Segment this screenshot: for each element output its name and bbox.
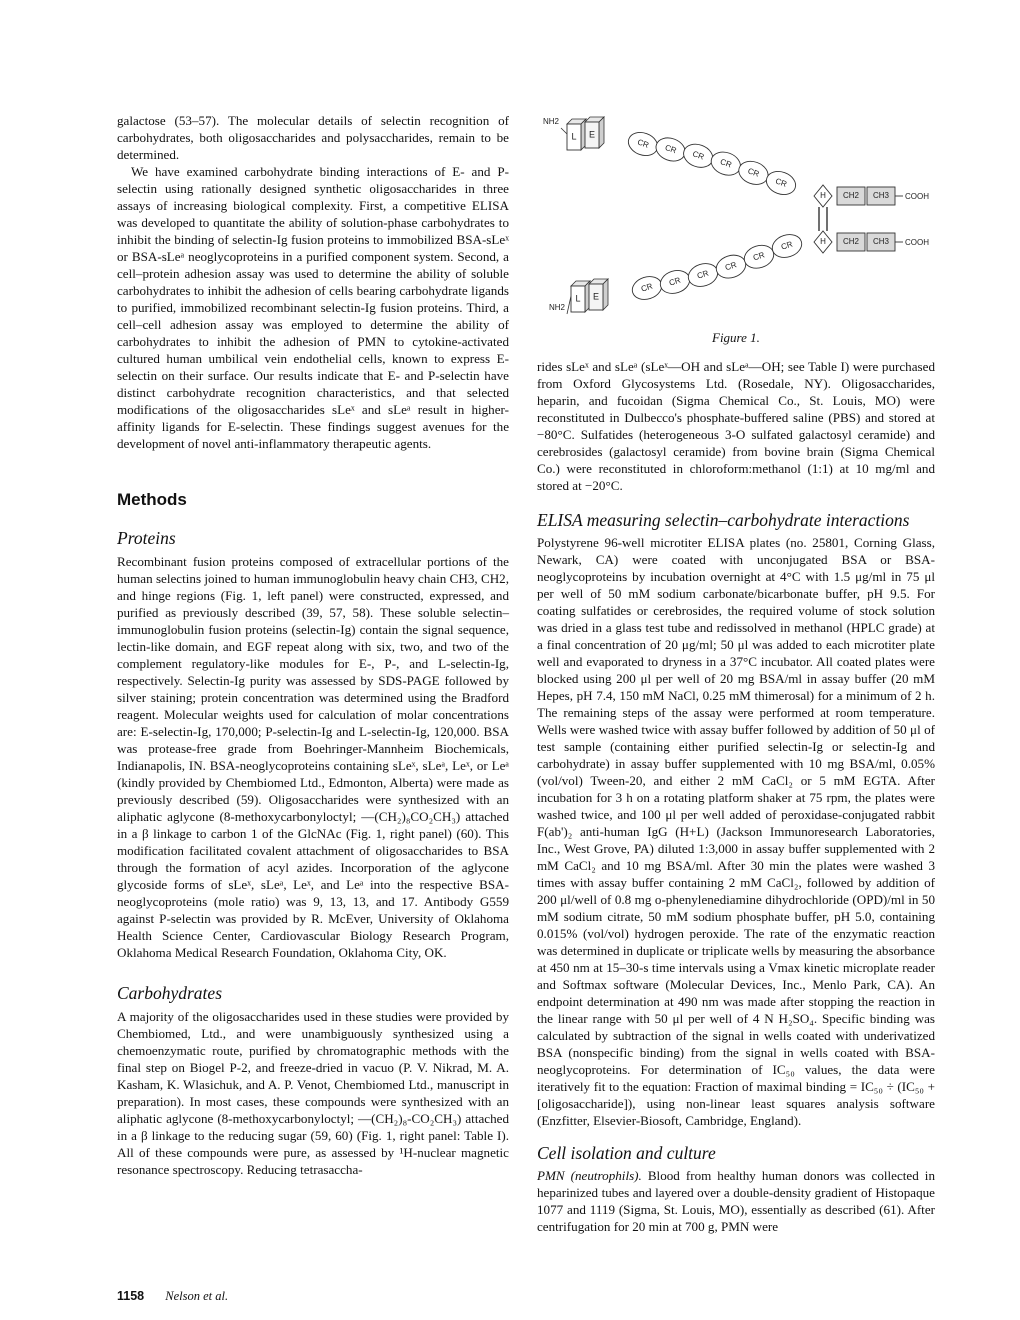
- carbohydrates-heading: Carbohydrates: [117, 983, 222, 1003]
- top-chain-nh2-label: NH2: [542, 117, 560, 127]
- top-chain-cr-label: CR: [746, 166, 761, 179]
- cell-isolation-heading: Cell isolation and culture: [537, 1143, 716, 1163]
- cell-isolation-paragraph: [537, 1167, 935, 1235]
- bottom-chain-hinge-label: H: [820, 237, 826, 247]
- top-chain-ch2-label: CH2: [842, 191, 860, 201]
- bottom-chain-egf-domain-label: E: [592, 291, 600, 302]
- top-chain-cr-label: CR: [636, 137, 651, 150]
- top-chain-egf-domain-side: [599, 117, 604, 148]
- top-chain-cr-label: CR: [691, 149, 706, 162]
- bottom-chain-cr-label: CR: [639, 281, 654, 294]
- bottom-chain-nh2-label: NH2: [548, 303, 566, 313]
- bottom-chain-cr-label: CR: [695, 268, 710, 281]
- top-chain-cr-label: CR: [718, 157, 733, 170]
- running-authors: Nelson et al.: [165, 1289, 229, 1303]
- elisa-paragraph: Polystyrene 96-well microtiter ELISA plates (no. 25801, Corning Glass, Newark, CA) were coated with unconjugated BSA or BSA-neoglycoproteins by incubation overnight at 4°C with 1.5 μg/ml in 75 μl per well of 50 mM sodium carbonate/bicarbonate buffer, pH 9.5. For coating sulfatides or cerebrosides, the required volume of stock solution was dried in a glass test tube and redissolved in methanol (HPLC grade) at a final concentration of 20 μg/ml; 50 μl was added to each microtiter plate well and evaporated to dryness in a 37°C incubator. All coated plates were blocked using 200 μl per well of 20 mg BSA/ml in assay buffer (20 mM Hepes, pH 7.4, 150 mM NaCl, 0.25 mM thimerosal) for a minimum of 2 h. The remaining steps of the assay were performed at room temperature. Wells were washed twice with assay buffer followed by addition of 50 μl of test sample (containing either purified selectin-Ig or selectin-Ig and carbohydrate) in assay buffer supplemented with 10 mg BSA/ml, 0.05% (vol/vol) Tween-20, and either 2 mM CaCl₂ or 5 mM EGTA. After incubation for 3 h on a rotating platform shaker at 75 rpm, the plates were washed twice, and 100 μl per well added of peroxidase-conjugated rabbit F(ab')₂ anti-human IgG (H+L) (Jackson Immunoresearch Laboratories, Inc., West Grove, PA) diluted 1:3,000 in assay buffer supplemented with 2 mM CaCl₂ and 10 mg BSA/ml. After 30 min the plates were washed 3 times with assay buffer containing 2 mM CaCl₂, followed by addition of 200 μl/well of 0.8 mg o-phenylenediamine dihydrochloride (OPD)/ml in 50 mM sodium citrate, 50 mM sodium phosphate buffer, pH 5.0, containing 0.015% (vol/vol) hydrogen peroxide. The rate of the enzymatic reaction was determined in duplicate or triplicate wells by measuring the absorbance at 450 nm at 15–30-s time intervals using a Vmax kinetic microplate reader and Softmax software (Molecular Devices, Inc., Menlo Park, CA). An endpoint determination at 490 nm was made after stopping the reaction in the linear range with 50 μl per well of 4 N H₂SO₄. Specific binding was calculated by subtraction of the signal in wells coated with underivatized BSA (nonspecific binding) from the signal in wells coated with BSA-neoglycoproteins. For determination of IC₅₀ values, the data were iteratively fit to the equation: Fraction of maximal binding = IC₅₀ ÷ (IC₅₀ + [oligosaccharide]), using non-linear least squares analysis software (Enzfitter, Elsevier-Biosoft, Cambridge, England).: [537, 535, 935, 1128]
- bottom-chain-cr-label: CR: [723, 260, 738, 273]
- figure-caption: Figure 1.: [712, 330, 760, 345]
- bottom-chain-cooh-label: COOH: [905, 238, 929, 247]
- bottom-chain-cr-label: CR: [751, 250, 766, 263]
- top-chain-lectin-domain-label: L: [571, 131, 577, 142]
- top-chain-hinge-label: H: [820, 191, 826, 201]
- elisa-heading: ELISA measuring selectin–carbohydrate interactions: [537, 510, 910, 530]
- methods-heading: Methods: [117, 490, 187, 509]
- selectin-ig-schematic: [543, 117, 929, 314]
- bottom-chain-lectin-domain-label: L: [575, 293, 581, 304]
- bottom-chain-cr-label: CR: [667, 275, 682, 288]
- bottom-chain-ch2-label: CH2: [842, 237, 860, 247]
- carbohydrates-paragraph: A majority of the oligosaccharides used in these studies were provided by Chembiomed, Ltd., and were unambiguously synthesized using a chemoenzymatic route, purified by chromatographic methods with the final step on Biogel P-2, and freeze-dried in vacuo (P. V. Nikrad, M. A. Kasham, K. Wlasichuk, and A. P. Venot, Chembiomed Ltd., manuscript in preparation). In most cases, these compounds were synthesized with an aliphatic aglycone (8-methoxycarbonyloctyl; —(CH₂)₈-CO₂CH₃) attached in a β linkage to the reducing sugar (59, 60) (Fig. 1, right panel: Table I). All of these compounds were pure, as assessed by ¹H-nuclear magnetic resonance spectroscopy. Reducing tetrasaccha-: [117, 1009, 509, 1177]
- bottom-chain-nh2-link: [567, 296, 571, 314]
- bottom-chain-cr-label: CR: [779, 239, 794, 252]
- bottom-chain-egf-domain-side: [603, 279, 608, 310]
- top-chain-ch3-label: CH3: [872, 191, 890, 201]
- oligosaccharide-paragraph: rides sLeˣ and sLeᵃ (sLeˣ—OH and sLeᵃ—OH; see Table I) were purchased from Oxford Glycosystems Ltd. (Rosedale, NY). Oligosaccharides, heparin, and fucoidan (Sigma Chemical Co., St. Louis, MO) were reconstituted in Dulbecco's phosphate-buffered saline (PBS) and stored at −80°C. Sulfatides (heterogeneous 3-O sulfated galactosyl ceramide) and cerebrosides (galactosyl ceramide) from bovine brain (Sigma Chemical Co.) were reconstituted in chloroform:methanol (1:1) at 10 mg/ml and stored at −20°C.: [537, 359, 935, 493]
- page-number: 1158: [117, 1289, 145, 1303]
- pmn-lead-in: PMN (neutrophils).: [537, 1168, 642, 1183]
- top-chain-nh2-link: [561, 128, 567, 134]
- top-chain-cr-label: CR: [663, 142, 678, 156]
- cell-isolation-text: Blood from healthy human donors was collected in heparinized tubes and layered over a double-density gradient of Histopaque 1077 and 1119 (Sigma, St. Louis, MO), essentially as described (61). After centrifugation for 20 min at 700 g, PMN were: [537, 1168, 935, 1234]
- right-column: [537, 358, 935, 1235]
- figure-1-diagram: [537, 108, 957, 338]
- top-chain-cr-label: CR: [774, 176, 789, 189]
- bottom-chain-ch3-label: CH3: [872, 237, 890, 247]
- page-footer: [117, 1289, 228, 1304]
- intro-paragraph-1: galactose (53–57). The molecular details of selectin recognition of carbohydrates, both oligosaccharides and polysaccharides, remain to be determined.: [117, 113, 509, 162]
- top-chain-egf-domain-label: E: [588, 129, 596, 140]
- top-chain-cooh-label: COOH: [905, 192, 929, 201]
- proteins-paragraph: Recombinant fusion proteins composed of extracellular portions of the human selectins joined to human immunoglobulin heavy chain CH3, CH2, and hinge regions (Fig. 1, left panel) were constructed, expressed, and purified as previously described (39, 57, 58). These soluble selectin–immunoglobulin fusion proteins (selectin-Ig) contain the signal sequence, lectin-like domain, and EGF repeat along with six, two, and two of the complement regulatory-like modules for E-, P-, and L-selectin-Ig, respectively. Selectin-Ig purity was assessed by SDS-PAGE followed by silver staining; protein concentration was determined using the Bradford reagent. Molecular weights used for calculation of molar concentrations are: E-selectin-Ig, 170,000; P-selectin-Ig and L-selectin-Ig, 120,000. BSA was protease-free grade from Boehringer-Mannheim Biochemicals, Indianapolis, IN. BSA-neoglycoproteins containing sLeˣ, sLeᵃ, Leˣ, or Leᵃ (kindly provided by Chembiomed Ltd., Edmonton, Alberta) were made as previously described (59). Oligosaccharides were synthesized with an aliphatic aglycone (8-methoxycarbonyloctyl; —(CH₂)₈CO₂CH₃) attached in a β linkage to carbon 1 of the GlcNAc (Fig. 1, right panel) (60). This modification facilitated covalent attachment of oligosaccharides to BSA through the formation of acyl azides. Incorporation of the aglycone glycoside forms of sLeˣ, sLeᵃ, Leˣ, and Leᵃ into the respective BSA-neoglycoproteins (mole ratio) was 9, 13, 13, and 17. Antibody G559 against P-selectin was provided by R. McEver, University of Oklahoma Health Science Center, Cardiovascular Biology Research Program, Oklahoma Medical Research Foundation, Oklahoma City, OK.: [117, 554, 509, 960]
- left-column: [117, 112, 509, 1178]
- intro-paragraph-2: We have examined carbohydrate binding interactions of E- and P-selectin using rationally designed synthetic oligosaccharides in three assays of increasing biological complexity. First, a competitive ELISA was developed to quantitate the ability of solution-phase carbohydrates to inhibit the binding of selectin-Ig fusion proteins to immobilized BSA-sLeˣ or BSA-sLeᵃ neoglycoproteins in a purified component system. Second, a cell–protein adhesion assay was used to determine the ability of soluble carbohydrates to inhibit the adhesion of cells bearing carbohydrate ligands to purified, immobilized recombinant selectin-Ig fusion proteins. Third, a cell–cell adhesion assay was employed to determine the ability of carbohydrates to inhibit the adhesion of PMN to cytokine-activated cultured human umbilical vein endothelial cells, known to express E-selectin on their surface. Our results indicate that E- and P-selectin have distinct carbohydrate recognition characteristics, and that selected modifications of the oligosaccharides sLeˣ and sLeᵃ result in higher-affinity ligands for E-selectin. These findings suggest avenues for the development of novel anti-inflammatory therapeutic agents.: [117, 164, 509, 451]
- proteins-heading: Proteins: [117, 528, 176, 548]
